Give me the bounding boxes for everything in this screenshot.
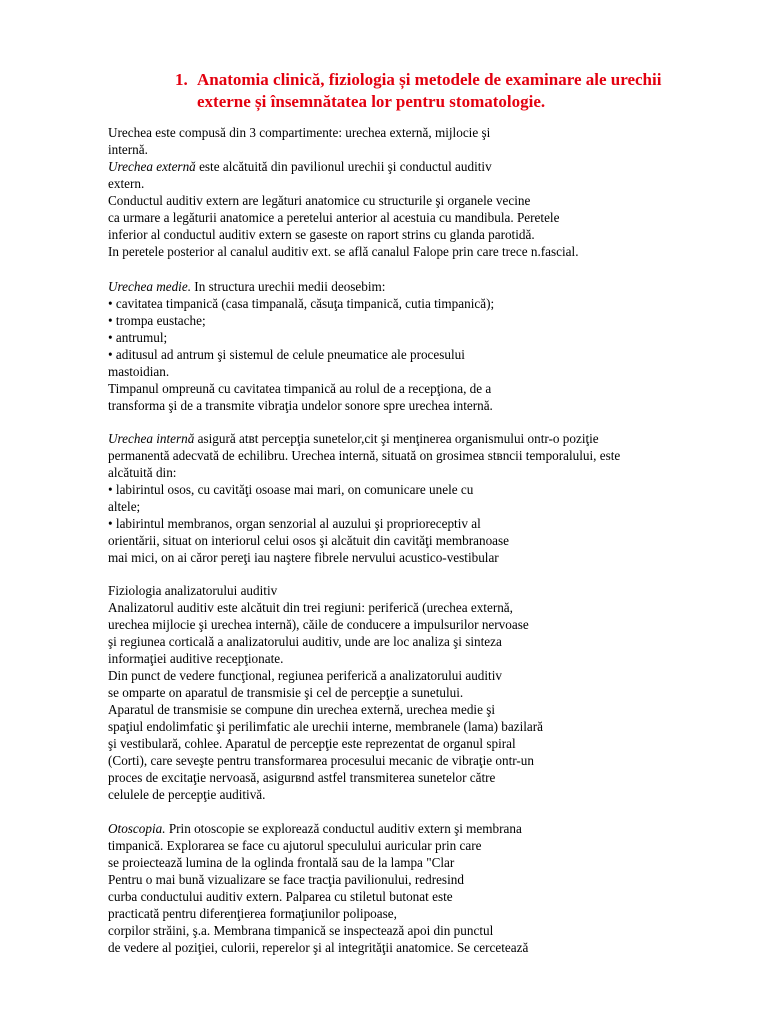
text-line: şi regiunea corticală a analizatorului auditiv, unde are loc analiza şi sinteza — [108, 634, 502, 649]
text-line: (Corti), care seveşte pentru transformarea procesului mecanic de vibraţie ontr-un — [108, 753, 534, 768]
subheading-urechea-interna: Urechea internă — [108, 431, 195, 446]
text-line: orientării, situat on interiorul celui osos şi alcătuit din cavităţi membranoase — [108, 533, 510, 548]
text-line: spaţiul endolimfatic şi perilimfatic ale urechii interne, membranele (lama) bazilară — [108, 719, 543, 734]
text-run: asigură atвt percepţia sunetelor,cit şi menţinerea organismului ontr-o poziţie — [194, 431, 599, 446]
text-line: Timpanul ompreună cu cavitatea timpanică au rolul de a recepţiona, de a — [108, 381, 492, 396]
text-line: practicată pentru diferenţierea formaţiunilor polipoase, — [108, 906, 397, 921]
text-line: Pentru o mai bună vizualizare se face tracţia pavilionului, redresind — [108, 872, 464, 887]
text-line: ca urmare a legăturii anatomice a peretelui anterior al acestuia cu mandibula. Peretele — [108, 210, 560, 225]
bullet-item: • labirintul osos, cu cavităţi osoase mai mari, on comunicare unele cu — [108, 482, 474, 497]
text-run: In structura urechii medii deosebim: — [191, 279, 386, 294]
text-line: transforma şi de a transmite vibraţia undelor sonore spre urechea internă. — [108, 398, 493, 413]
text-line: mai mici, on ai căror pereţi iau naştere fibrele nervului acustico-vestibular — [108, 550, 499, 565]
text-line: extern. — [108, 176, 145, 191]
text-line: corpilor străini, ş.a. Membrana timpanică se inspectează apoi din punctul — [108, 923, 494, 938]
bullet-item: • labirintul membranos, organ senzorial al auzului şi proprioreceptiv al — [108, 516, 481, 531]
text-line: informaţiei auditive recepţionate. — [108, 651, 284, 666]
subheading-otoscopia: Otoscopia. — [108, 821, 166, 836]
text-run: este alcătuită din pavilionul urechii şi conductul auditiv — [195, 159, 492, 174]
text-line: Aparatul de transmisie se compune din urechea externă, urechea medie şi — [108, 702, 496, 717]
bullet-item: • aditusul ad antrum şi sistemul de celule pneumatice ale procesului — [108, 347, 465, 362]
text-line: şi vestibulară, cohlee. Aparatul de percepţie este reprezentat de organul spiral — [108, 736, 516, 751]
text-line: celulele de percepţie auditivă. — [108, 787, 266, 802]
bullet-item: • trompa eustache; — [108, 313, 206, 328]
text-line: altele; — [108, 499, 141, 514]
text-line — [108, 430, 599, 447]
text-line: Analizatorul auditiv este alcătuit din trei regiuni: periferică (urechea externă, — [108, 600, 513, 615]
heading-number: 1. — [175, 70, 188, 89]
text-run: Prin otoscopie se explorează conductul auditiv extern şi membrana — [165, 821, 522, 836]
text-line: se omparte on aparatul de transmisie şi cel de percepţie a sunetului. — [108, 685, 464, 700]
text-line: alcătuită din: — [108, 465, 177, 480]
heading-line-2: externe și însemnătatea lor pentru stomatologie. — [197, 92, 546, 111]
heading-line-1: Anatomia clinică, fiziologia și metodele de examinare ale urechii — [197, 70, 662, 89]
text-line: urechea mijlocie şi urechea internă), căile de conducere a impulsurilor nervoase — [108, 617, 529, 632]
text-line: mastoidian. — [108, 364, 170, 379]
subheading-urechea-medie: Urechea medie. — [108, 279, 191, 294]
text-line: inferior al conductul auditiv extern se gaseste on raport strins cu glanda parotidă. — [108, 227, 535, 242]
subheading-urechea-externa: Urechea externă — [108, 159, 196, 174]
text-line: curba conductului auditiv extern. Palparea cu stiletul butonat este — [108, 889, 453, 904]
text-line: de vedere al poziţiei, culorii, reperelor şi al integrităţii anatomice. Se cercetează — [108, 940, 529, 955]
text-line — [108, 820, 522, 837]
text-line: permanentă adecvată de echilibru. Urechea internă, situată on grosimea stвncii temporalului, este — [108, 448, 621, 463]
text-line: internă. — [108, 142, 148, 157]
text-line: Din punct de vedere funcţional, regiunea periferică a analizatorului auditiv — [108, 668, 502, 683]
text-line: Urechea este compusă din 3 compartimente: urechea externă, mijlocie şi — [108, 125, 491, 140]
text-line: timpanică. Explorarea se face cu ajutorul speculului auricular prin care — [108, 838, 482, 853]
text-line: In peretele posterior al canalul auditiv ext. se află canalul Falope prin care trece n.fascial. — [108, 244, 579, 259]
text-line: proces de excitaţie nervoasă, asigurвnd astfel transmiterea sunetelor către — [108, 770, 496, 785]
text-line — [108, 158, 492, 175]
subheading-fiziologia: Fiziologia analizatorului auditiv — [108, 583, 278, 598]
text-line — [108, 278, 385, 295]
bullet-item: • cavitatea timpanică (casa timpanală, căsuţa timpanică, cutia timpanică); — [108, 296, 495, 311]
bullet-item: • antrumul; — [108, 330, 168, 345]
text-line: Conductul auditiv extern are legături anatomice cu structurile şi organele vecine — [108, 193, 531, 208]
text-line: se proiectează lumina de la oglinda frontală sau de la lampa "Clar — [108, 855, 455, 870]
